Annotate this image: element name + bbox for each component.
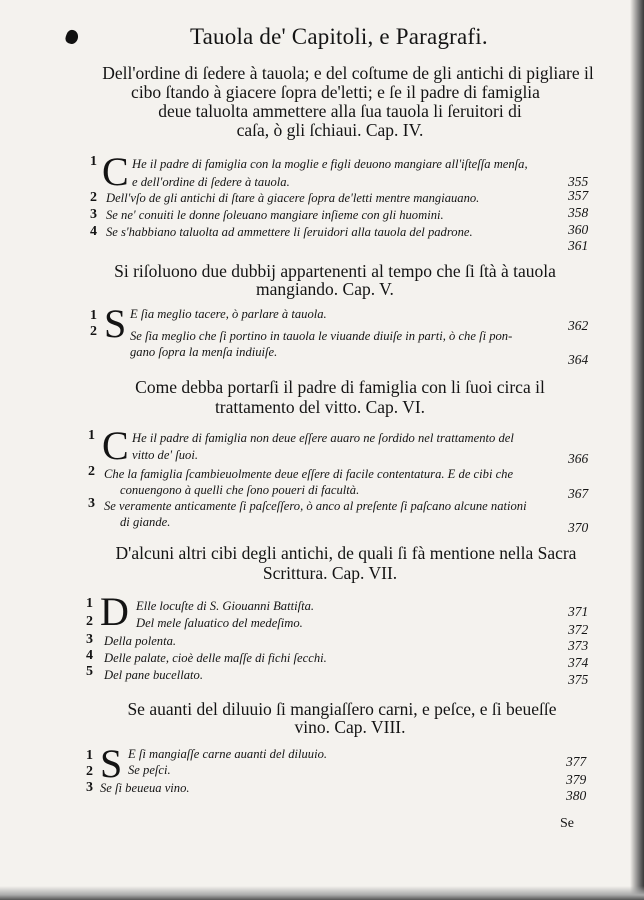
drop-capital: C: [102, 423, 129, 468]
chapter-4-heading-line-2: cibo ſtando à giacere ſopra de'letti; e ſe il padre di famiglia: [131, 82, 540, 102]
entry-text-line: Del pane bucellato.: [104, 668, 203, 682]
entry-number: 2: [86, 764, 93, 779]
entry-number: 3: [88, 496, 95, 511]
chapter-6-heading-line-2: trattamento del vitto. Cap. VI.: [214, 397, 426, 417]
entry-text-line: E ſia meglio tacere, ò parlare à tauola.: [130, 307, 327, 321]
entry-number: 3: [86, 632, 93, 647]
entry-number: 4: [86, 648, 93, 663]
entry-page-number: 366: [568, 451, 589, 466]
drop-capital: D: [100, 589, 129, 634]
entry-text-line: Se ne' conuiti le donne ſoleuano mangiare inſieme con gli huomini.: [106, 208, 444, 222]
chapter-5-heading-line-1: Si riſoluono due dubbij appartenenti al tempo che ſi ſtà à tauola: [114, 261, 556, 281]
entry-text-line: Se s'habbiano taluolta ad ammettere li ſeruidori alla tauola del padrone.: [106, 225, 473, 239]
entry-text-line: Del mele ſaluatico del medeſimo.: [136, 616, 303, 630]
entry-page-number: 379: [566, 772, 587, 787]
entry-text-line: He il padre di famiglia con la moglie e figli deuono mangiare all'iſteſſa menſa,: [132, 157, 528, 171]
entry-page-number: 362: [568, 318, 589, 333]
entry-text-line: Se ſi beueua vino.: [100, 781, 190, 795]
entry-page-number: 357: [568, 188, 589, 203]
entry-text-line: gano ſopra la menſa indiuiſe.: [130, 345, 278, 359]
entry-number: 4: [90, 224, 97, 239]
entry-text-line: Se ſia meglio che ſi portino in tauola le viuande diuiſe in parti, ò che ſi pon-: [130, 329, 513, 343]
entry-number: 2: [88, 464, 95, 479]
chapter-4-heading-line-3: deue taluolta ammettere alla ſua tauola li ſeruitori di: [158, 101, 522, 121]
entry-number: 2: [90, 324, 97, 339]
entry-text-line: conuengono à quelli che ſono poueri di facultà.: [120, 483, 360, 497]
page-bottom-shadow: [0, 886, 644, 900]
entry-page-number: 374: [568, 655, 589, 670]
drop-capital: S: [104, 301, 127, 346]
entry-text-line: Dell'vſo de gli antichi di ſtare à giacere ſopra de'letti mentre mangiauano.: [106, 191, 480, 205]
entry-number: 2: [86, 614, 93, 629]
page-edge-shadow: [630, 0, 644, 900]
entry-text-line: Elle locuſte di S. Giouanni Battiſta.: [136, 599, 315, 613]
entry-text-line: Delle palate, cioè delle maſſe di fichi ſecchi.: [104, 651, 327, 665]
chapter-5-heading-line-2: mangiando. Cap. V.: [256, 279, 394, 299]
entry-page-number: 367: [568, 486, 589, 501]
entry-text-line: Che la famiglia ſcambieuolmente deue eſſere di facile contentatura. E de cibi che: [104, 467, 514, 481]
entry-number: 2: [90, 190, 97, 205]
chapter-4-heading-line-4: caſa, ò gli ſchiaui. Cap. IV.: [236, 120, 424, 140]
entry-page-number: 380: [566, 788, 587, 803]
entry-page-number: 375: [568, 672, 589, 687]
chapter-7-heading-line-1: D'alcuni altri cibi degli antichi, de quali ſi fà mentione nella Sacra: [115, 543, 577, 563]
page-title: Tauola de' Capitoli, e Paragrafi.: [190, 24, 488, 49]
drop-capital: S: [100, 741, 123, 786]
chapter-6-heading-line-1: Come debba portarſi il padre di famiglia con li ſuoi circa il: [135, 377, 545, 397]
drop-capital: C: [102, 149, 129, 194]
entry-text-line: He il padre di famiglia non deue eſſere auaro ne ſordido nel trattamento del: [132, 431, 514, 445]
entry-text-line: Se peſci.: [128, 763, 171, 777]
entry-number: 1: [90, 308, 97, 323]
chapter-4-heading-line-1: Dell'ordine di ſedere à tauola; e del coſtume de gli antichi di pigliare il: [102, 63, 594, 83]
entry-page-number: 355: [568, 174, 589, 189]
chapter-7-heading-line-2: Scrittura. Cap. VII.: [262, 563, 398, 583]
entry-page-number: 361: [568, 238, 589, 253]
entry-number: 5: [86, 664, 93, 679]
entry-page-number: 373: [568, 638, 589, 653]
ink-blot: [64, 28, 80, 45]
entry-page-number: 370: [568, 520, 589, 535]
entry-page-number: 364: [568, 352, 589, 367]
entry-number: 1: [86, 596, 93, 611]
entry-page-number: 358: [568, 205, 589, 220]
chapter-8-heading-line-1: Se auanti del diluuio ſi mangiaſſero carni, e peſce, e ſi beueſſe: [127, 699, 557, 719]
entry-page-number: 377: [566, 754, 587, 769]
entry-number: 1: [88, 428, 95, 443]
entry-number: 3: [86, 780, 93, 795]
chapter-8-heading-line-2: vino. Cap. VIII.: [294, 717, 406, 737]
entry-text-line: Della polenta.: [104, 634, 177, 648]
entry-text-line: Se veramente anticamente ſi paſceſſero, ò anco al preſente ſi paſcano alcune nationi: [104, 499, 527, 513]
entry-text-line: E ſi mangiaſſe carne auanti del diluuio.: [128, 747, 328, 761]
catchword: Se: [560, 816, 574, 831]
entry-page-number: 371: [568, 604, 589, 619]
entry-page-number: 360: [568, 222, 589, 237]
entry-number: 3: [90, 207, 97, 222]
entry-text-line: di giande.: [120, 515, 171, 529]
entry-text-line: e dell'ordine di ſedere à tauola.: [132, 175, 290, 189]
entry-page-number: 372: [568, 622, 589, 637]
entry-number: 1: [86, 748, 93, 763]
entry-number: 1: [90, 154, 97, 169]
entry-text-line: vitto de' ſuoi.: [132, 448, 199, 462]
